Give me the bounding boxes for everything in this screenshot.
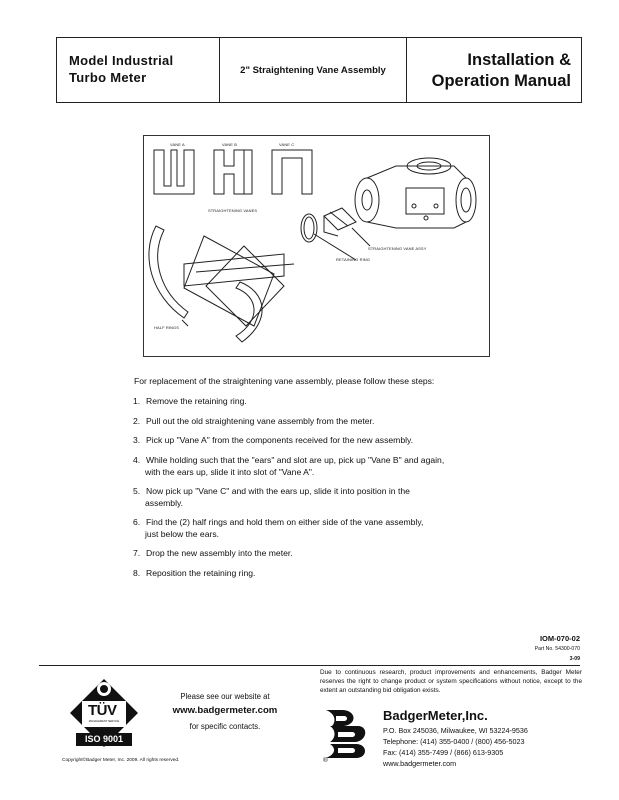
- company-address: P.O. Box 245036, Milwaukee, WI 53224-9536: [383, 726, 528, 735]
- step-number: 1.: [133, 396, 141, 406]
- step-2: [133, 416, 374, 428]
- registered-mark: ®: [323, 757, 328, 764]
- company-name: BadgerMeter,Inc.: [383, 708, 488, 723]
- instructions-intro: For replacement of the straightening vane assembly, please follow these steps:: [134, 376, 435, 386]
- retaining-ring-shape: [301, 214, 317, 242]
- step-text: Find the (2) half rings and hold them on either side of the vane assembly,: [146, 517, 424, 527]
- label-vane-a: VANE A: [170, 142, 185, 147]
- manual-title: [432, 50, 571, 92]
- footer-divider: [39, 665, 580, 666]
- step-5: [133, 486, 410, 509]
- company-web[interactable]: www.badgermeter.com: [383, 759, 457, 768]
- step-7: [133, 548, 293, 560]
- step-text: Pick up "Vane A" from the components received for the new assembly.: [146, 435, 414, 445]
- exploded-vane-shape: [184, 236, 294, 326]
- half-ring-right-shape: [236, 282, 262, 342]
- header-assembly-cell: [220, 38, 407, 102]
- website-intro: Please see our website at: [180, 692, 270, 701]
- step-text: Now pick up "Vane C" and with the ears up, slide it into position in the: [146, 486, 410, 496]
- label-straightening-vane-assy: STRAIGHTENING VANE ASSY: [368, 246, 427, 251]
- step-text-continued: just below the ears.: [145, 528, 220, 539]
- tuv-sub: MANAGEMENT SERVICE: [88, 720, 120, 723]
- step-number: 6.: [133, 517, 141, 527]
- header-manual-cell: [407, 38, 581, 102]
- badger-meter-logo: [322, 708, 370, 760]
- step-3: [133, 435, 413, 447]
- step-6: [133, 517, 423, 540]
- model-line-2: Turbo Meter: [69, 70, 147, 85]
- step-number: 7.: [133, 548, 141, 558]
- label-straightening-vanes: STRAIGHTENING VANES: [208, 208, 258, 213]
- iso-label: ISO 9001: [84, 734, 124, 744]
- step-text: While holding such that the "ears" and slot are up, pick up "Vane B" and again,: [146, 455, 445, 465]
- half-ring-left-shape: [149, 226, 188, 318]
- vane-b-shape: [214, 150, 244, 194]
- step-number: 4.: [133, 455, 141, 465]
- copyright: Copyright©Badger Meter, Inc. 2009. All rights reserved.: [62, 758, 180, 763]
- step-1: [133, 396, 247, 408]
- step-text-continued: assembly.: [145, 497, 184, 508]
- label-vane-b: VANE B: [222, 142, 237, 147]
- header-box: [56, 37, 582, 103]
- manual-line-2: Operation Manual: [431, 72, 571, 90]
- badger-meter-icon: [322, 708, 370, 760]
- website-block: [154, 692, 296, 731]
- company-contact: [383, 725, 528, 769]
- company-telephone: Telephone: (414) 355-0400 / (800) 456-5023: [383, 737, 525, 746]
- document-code: IOM-070-02: [539, 634, 580, 643]
- step-number: 3.: [133, 435, 141, 445]
- tuv-iso-logo: [62, 677, 146, 750]
- diagram-drawing: [144, 136, 489, 356]
- step-8: [133, 568, 255, 580]
- website-contacts: for specific contacts.: [189, 722, 261, 731]
- step-number: 5.: [133, 486, 141, 496]
- step-text: Pull out the old straightening vane assembly from the meter.: [146, 416, 375, 426]
- vane-c-shape: [272, 150, 312, 194]
- header-model-cell: [57, 38, 220, 102]
- step-4: [133, 455, 444, 478]
- step-number: 8.: [133, 568, 141, 578]
- step-text: Reposition the retaining ring.: [146, 568, 256, 578]
- tuv-brand: TÜV: [88, 702, 117, 719]
- vane-assembly-shape: [324, 208, 370, 246]
- assembly-diagram: [143, 135, 490, 357]
- assembly-title: 2" Straightening Vane Assembly: [240, 65, 386, 76]
- label-vane-c: VANE C: [279, 142, 295, 147]
- label-half-rings: HALF RINGS: [154, 325, 180, 330]
- step-text: Drop the new assembly into the meter.: [146, 548, 293, 558]
- revision-date: 3-09: [569, 656, 580, 662]
- disclaimer: Due to continuous research, product improvements and enhancements, Badger Meter reserves the right to change product or system specifications without notice, except to the extent an outstanding bid obligation exists.: [320, 669, 582, 694]
- model-line-1: Model Industrial: [69, 53, 174, 68]
- manual-line-1: Installation &: [467, 51, 571, 69]
- company-fax: Fax: (414) 355-7499 / (866) 613-9305: [383, 748, 504, 757]
- step-text: Remove the retaining ring.: [146, 396, 247, 406]
- model-title: [69, 52, 173, 86]
- website-url[interactable]: www.badgermeter.com: [172, 705, 278, 716]
- vane-a-shape: [154, 150, 194, 194]
- part-number: Part No. 54300-070: [534, 646, 580, 652]
- step-number: 2.: [133, 416, 141, 426]
- meter-body-shape: [355, 158, 476, 228]
- step-text-continued: with the ears up, slide it into slot of "Vane A".: [145, 466, 315, 477]
- label-retaining-ring: RETAINING RING: [336, 257, 370, 262]
